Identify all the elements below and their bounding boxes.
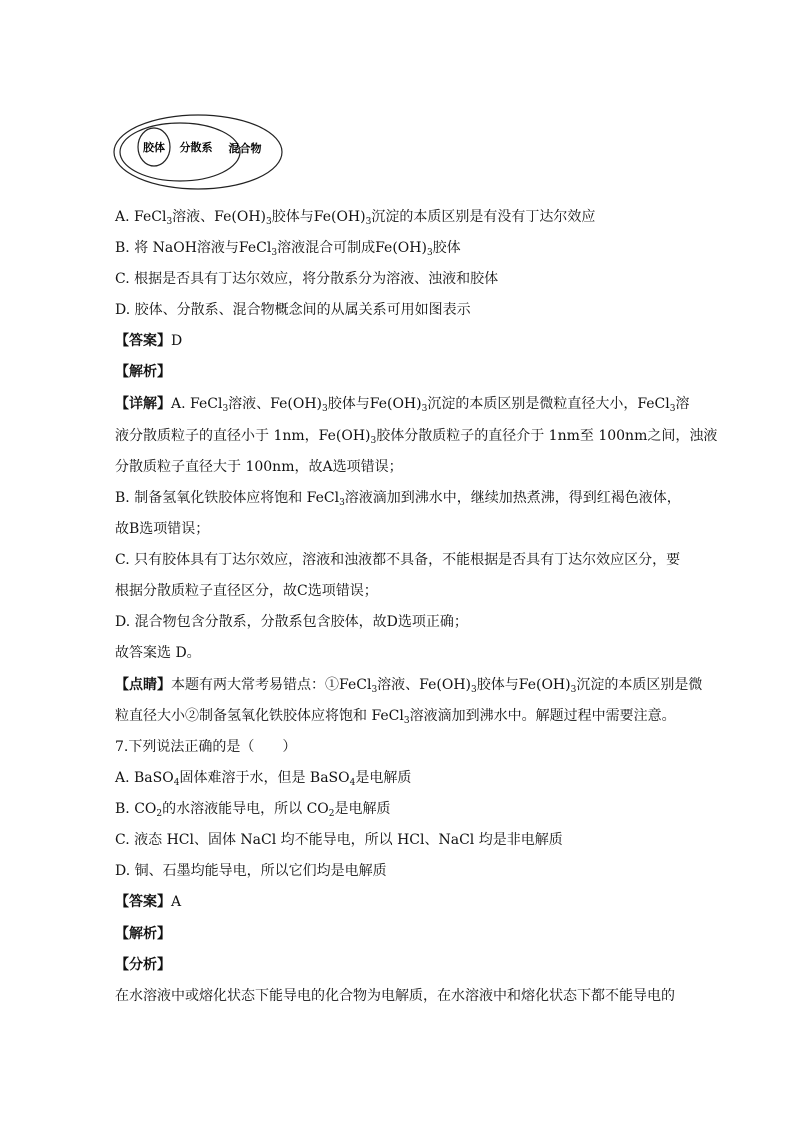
q6-option-d: D. 胶体、分散系、混合物概念间的从属关系可用如图表示 (115, 302, 471, 318)
q6-detail-line-1: 【详解】A. FeCl$_3$溶液、$Fe(OH)_3$胶体与$Fe(OH)_3$沉淀的本质区别是微粒直径大小，FeCl$_3$溶 (115, 396, 690, 414)
q6-option-a: A. FeCl$_3$溶液、$Fe(OH)_3$胶体与$Fe(OH)_3$沉淀的本质区别是有没有丁达尔效应 (115, 209, 596, 227)
q6-detail-line-7: 根据分散质粒子直径区分，故C选项错误； (115, 583, 378, 599)
q7-stem: 7.下列说法正确的是（ ） (115, 739, 297, 755)
q6-detail-line-3: 分散质粒子直径大于 100nm，故A选项错误； (115, 459, 403, 475)
q6-key-points-line-1: 【点睛】本题有两大常考易错点：①FeCl$_3$溶液、$Fe(OH)_3$胶体与$Fe(OH)_3$沉淀的本质区别是微 (115, 677, 703, 695)
q6-key-points-line-2: 粒直径大小②制备氢氧化铁胶体应将饱和 FeCl$_3$溶液滴加到沸水中。解题过程中需要注意。 (115, 708, 676, 726)
q6-detail-line-9: 故答案选 D。 (115, 645, 201, 661)
q7-answer: 【答案】A (115, 894, 182, 910)
q6-detail-line-6: C. 只有胶体具有丁达尔效应，溶液和浊液都不具备，不能根据是否具有丁达尔效应区分，要 (115, 552, 681, 568)
q7-option-a: A. BaSO$_4$固体难溶于水，但是 BaSO$_4$是电解质 (115, 770, 412, 788)
q6-detail-line-2: 液分散质粒子的直径小于 1nm，$Fe(OH)_3$胶体分散质粒子的直径介于 1nm至 100nm之间，浊液 (115, 428, 718, 446)
q6-detail-line-4: B. 制备氢氧化铁胶体应将饱和 FeCl$_3$溶液滴加到沸水中，继续加热煮沸，得到红褐色液体， (115, 490, 681, 508)
middle-label: 分散系 (179, 141, 213, 154)
q7-option-b: B. $CO_2$的水溶液能导电，所以 $CO_2$是电解质 (115, 801, 391, 819)
q7-option-d: D. 铜、石墨均能导电，所以它们均是电解质 (115, 863, 387, 879)
q7-analyze-heading: 【分析】 (115, 957, 171, 973)
q6-detail-line-5: 故B选项错误； (115, 521, 210, 537)
q6-answer: 【答案】D (115, 333, 183, 349)
q7-option-c: C. 液态 HCl、固体 NaCl 均不能导电，所以 HCl、NaCl 均是非电解质 (115, 832, 563, 848)
q6-option-b: B. 将 NaOH溶液与FeCl$_3$溶液混合可制成$Fe(OH)_3$胶体 (115, 240, 461, 258)
set-inclusion-diagram (112, 112, 284, 192)
outer-label: 混合物 (228, 142, 262, 155)
q6-analysis-heading: 【解析】 (115, 364, 171, 380)
inner-label: 胶体 (143, 141, 165, 154)
q7-analysis-heading: 【解析】 (115, 926, 171, 942)
q6-detail-line-8: D. 混合物包含分散系，分散系包含胶体，故D选项正确； (115, 614, 468, 630)
q6-option-c: C. 根据是否具有丁达尔效应，将分散系分为溶液、浊液和胶体 (115, 271, 499, 287)
q7-analyze-text: 在水溶液中或熔化状态下能导电的化合物为电解质，在水溶液中和熔化状态下都不能导电的 (115, 988, 675, 1004)
